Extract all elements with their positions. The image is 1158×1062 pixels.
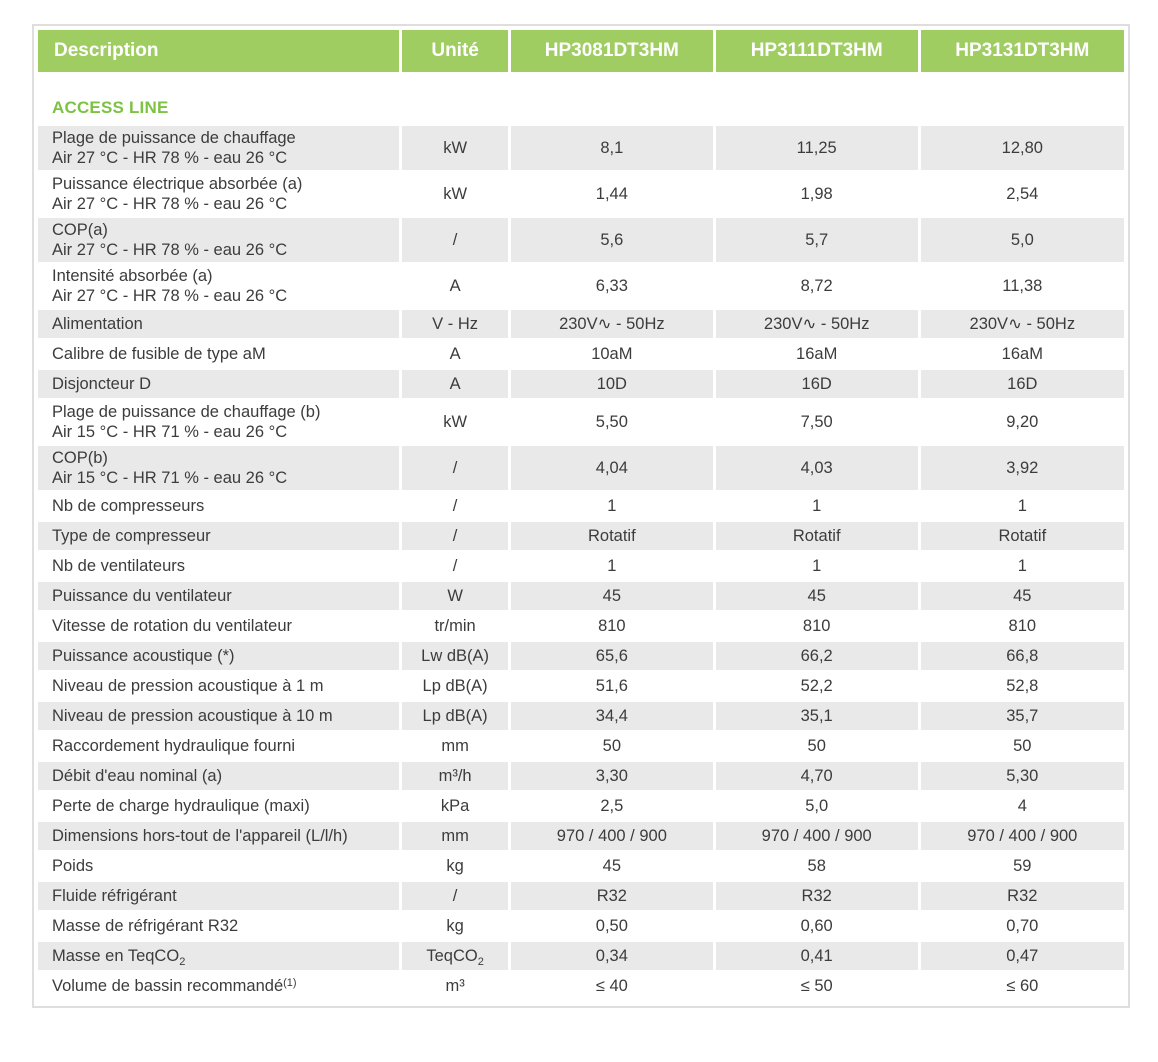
row-label: Plage de puissance de chauffage [52, 129, 296, 147]
table-row [38, 339, 1124, 369]
row-unit: A [401, 263, 510, 309]
row-value: 35,1 [714, 701, 919, 731]
row-label: Raccordement hydraulique fourni [52, 737, 296, 755]
row-value: 230V∿ - 50Hz [509, 309, 714, 339]
row-unit: kPa [401, 791, 510, 821]
row-value: 16D [714, 369, 919, 399]
table-row [38, 731, 1124, 761]
row-value: ≤ 60 [919, 971, 1124, 1001]
row-value: 50 [714, 731, 919, 761]
table-row [38, 821, 1124, 851]
row-label: Nb de compresseurs [52, 497, 205, 515]
row-description [38, 881, 401, 911]
row-value: Rotatif [919, 521, 1124, 551]
row-value: 16D [919, 369, 1124, 399]
table-row [38, 491, 1124, 521]
table-row [38, 881, 1124, 911]
row-value: 45 [509, 851, 714, 881]
row-value: 5,30 [919, 761, 1124, 791]
row-label: Puissance acoustique (*) [52, 647, 235, 665]
row-label: Débit d'eau nominal (a) [52, 767, 223, 785]
row-unit: kg [401, 911, 510, 941]
table-row [38, 761, 1124, 791]
spec-sheet-card [32, 24, 1130, 1008]
header-row [38, 30, 1124, 72]
row-value: 970 / 400 / 900 [509, 821, 714, 851]
table-row [38, 126, 1124, 171]
row-value: R32 [919, 881, 1124, 911]
row-unit: / [401, 217, 510, 263]
row-value: 4,04 [509, 445, 714, 491]
row-value: 1,98 [714, 171, 919, 217]
row-value: 1 [919, 551, 1124, 581]
row-label-subscript: 2 [179, 956, 186, 968]
row-value: 50 [509, 731, 714, 761]
row-description [38, 821, 401, 851]
row-value: 10D [509, 369, 714, 399]
row-label: Nb de ventilateurs [52, 557, 185, 575]
row-description [38, 701, 401, 731]
row-description [38, 445, 401, 491]
row-unit: TeqCO$_2$ [401, 941, 510, 971]
row-description [38, 171, 401, 217]
row-value: 810 [919, 611, 1124, 641]
row-value: 0,70 [919, 911, 1124, 941]
row-description [38, 731, 401, 761]
column-header-model-1: HP3081DT3HM [509, 30, 714, 72]
row-description [38, 641, 401, 671]
row-value: 0,60 [714, 911, 919, 941]
table-row [38, 911, 1124, 941]
table-row [38, 521, 1124, 551]
row-value: 810 [714, 611, 919, 641]
table-row [38, 941, 1124, 971]
row-value: 6,33 [509, 263, 714, 309]
row-value: 3,92 [919, 445, 1124, 491]
row-unit: m³/h [401, 761, 510, 791]
row-description [38, 399, 401, 445]
row-value: 1 [714, 551, 919, 581]
row-value: 2,5 [509, 791, 714, 821]
row-description [38, 217, 401, 263]
row-value: 970 / 400 / 900 [714, 821, 919, 851]
row-description [38, 791, 401, 821]
row-unit: kW [401, 171, 510, 217]
row-value: 51,6 [509, 671, 714, 701]
row-unit: kW [401, 126, 510, 171]
row-value: 0,47 [919, 941, 1124, 971]
column-header-model-3: HP3131DT3HM [919, 30, 1124, 72]
row-value: 1,44 [509, 171, 714, 217]
table-row [38, 309, 1124, 339]
section-title: ACCESS LINE [52, 98, 169, 117]
row-unit: m³ [401, 971, 510, 1001]
row-unit: W [401, 581, 510, 611]
row-description [38, 339, 401, 369]
table-row [38, 671, 1124, 701]
row-value: 52,2 [714, 671, 919, 701]
section-cell [38, 72, 1124, 126]
row-condition: Air 15 °C - HR 71 % - eau 26 °C [52, 469, 288, 487]
table-row [38, 641, 1124, 671]
row-value: 59 [919, 851, 1124, 881]
row-value: 3,30 [509, 761, 714, 791]
row-condition: Air 27 °C - HR 78 % - eau 26 °C [52, 287, 288, 305]
row-description [38, 521, 401, 551]
row-description [38, 126, 401, 171]
row-label: Calibre de fusible de type aM [52, 345, 266, 363]
row-unit: kg [401, 851, 510, 881]
row-value: 45 [714, 581, 919, 611]
row-value: 1 [919, 491, 1124, 521]
table-row [38, 551, 1124, 581]
row-condition: Air 27 °C - HR 78 % - eau 26 °C [52, 241, 288, 259]
row-unit: / [401, 521, 510, 551]
table-row [38, 399, 1124, 445]
row-label: Plage de puissance de chauffage (b) [52, 403, 321, 421]
row-unit: tr/min [401, 611, 510, 641]
row-unit: / [401, 491, 510, 521]
row-value: 11,38 [919, 263, 1124, 309]
row-value: ≤ 50 [714, 971, 919, 1001]
row-description [38, 263, 401, 309]
row-value: 5,7 [714, 217, 919, 263]
table-row [38, 263, 1124, 309]
row-label: Volume de bassin recommandé$^{(1)}$ [52, 977, 297, 995]
table-row [38, 791, 1124, 821]
row-value: 8,72 [714, 263, 919, 309]
row-label: Alimentation [52, 315, 143, 333]
row-condition: Air 27 °C - HR 78 % - eau 26 °C [52, 195, 288, 213]
row-description [38, 309, 401, 339]
row-unit: V - Hz [401, 309, 510, 339]
row-description [38, 611, 401, 641]
row-value: 4,03 [714, 445, 919, 491]
row-label: COP(b) [52, 449, 108, 467]
row-unit: mm [401, 731, 510, 761]
row-unit: / [401, 881, 510, 911]
row-description [38, 491, 401, 521]
row-label: Niveau de pression acoustique à 10 m [52, 707, 333, 725]
row-value: 65,6 [509, 641, 714, 671]
row-value: 45 [509, 581, 714, 611]
spec-table-body [38, 72, 1124, 1001]
row-value: 5,0 [919, 217, 1124, 263]
row-label: Fluide réfrigérant [52, 887, 177, 905]
row-label-superscript: (1) [283, 977, 297, 989]
row-unit: kW [401, 399, 510, 445]
row-value: 66,2 [714, 641, 919, 671]
row-condition: Air 15 °C - HR 71 % - eau 26 °C [52, 423, 288, 441]
row-condition: Air 27 °C - HR 78 % - eau 26 °C [52, 149, 288, 167]
row-value: 34,4 [509, 701, 714, 731]
column-header-model-2: HP3111DT3HM [714, 30, 919, 72]
table-row [38, 369, 1124, 399]
row-description [38, 941, 401, 971]
row-value: 5,50 [509, 399, 714, 445]
row-value: 52,8 [919, 671, 1124, 701]
row-label: Intensité absorbée (a) [52, 267, 213, 285]
row-value: 1 [509, 551, 714, 581]
row-description [38, 369, 401, 399]
table-row [38, 701, 1124, 731]
row-label: Dimensions hors-tout de l'appareil (L/l/h) [52, 827, 348, 845]
spec-table [38, 30, 1124, 1002]
table-row [38, 851, 1124, 881]
row-value: 9,20 [919, 399, 1124, 445]
row-label: Poids [52, 857, 94, 875]
row-value: 0,50 [509, 911, 714, 941]
row-unit: mm [401, 821, 510, 851]
row-unit: A [401, 369, 510, 399]
row-value: 16aM [714, 339, 919, 369]
row-value: Rotatif [714, 521, 919, 551]
row-label: Masse de réfrigérant R32 [52, 917, 239, 935]
table-row [38, 971, 1124, 1001]
row-value: 1 [714, 491, 919, 521]
column-header-unit: Unité [401, 30, 510, 72]
row-value: R32 [509, 881, 714, 911]
row-value: 7,50 [714, 399, 919, 445]
row-value: 0,41 [714, 941, 919, 971]
column-header-description: Description [38, 30, 401, 72]
row-value: 11,25 [714, 126, 919, 171]
row-description [38, 761, 401, 791]
row-value: 12,80 [919, 126, 1124, 171]
row-value: 66,8 [919, 641, 1124, 671]
row-value: 4 [919, 791, 1124, 821]
table-row [38, 171, 1124, 217]
row-value: 4,70 [714, 761, 919, 791]
row-label: Vitesse de rotation du ventilateur [52, 617, 293, 635]
row-value: 58 [714, 851, 919, 881]
row-value: 970 / 400 / 900 [919, 821, 1124, 851]
spec-table-header [38, 30, 1124, 72]
row-label: Niveau de pression acoustique à 1 m [52, 677, 324, 695]
row-value: 5,6 [509, 217, 714, 263]
row-value: Rotatif [509, 521, 714, 551]
row-description [38, 671, 401, 701]
table-row [38, 217, 1124, 263]
row-value: 230V∿ - 50Hz [714, 309, 919, 339]
row-unit: / [401, 551, 510, 581]
row-label: Puissance électrique absorbée (a) [52, 175, 303, 193]
row-description [38, 851, 401, 881]
row-label: Puissance du ventilateur [52, 587, 232, 605]
row-value: 16aM [919, 339, 1124, 369]
row-value: 1 [509, 491, 714, 521]
row-description [38, 911, 401, 941]
row-value: 810 [509, 611, 714, 641]
row-description [38, 581, 401, 611]
row-value: 5,0 [714, 791, 919, 821]
row-label: COP(a) [52, 221, 108, 239]
table-row [38, 611, 1124, 641]
row-label: Perte de charge hydraulique (maxi) [52, 797, 310, 815]
row-description [38, 971, 401, 1001]
row-description [38, 551, 401, 581]
row-value: 230V∿ - 50Hz [919, 309, 1124, 339]
row-unit-subscript: 2 [477, 956, 484, 968]
row-label: Disjoncteur D [52, 375, 152, 393]
section-row [38, 72, 1124, 126]
row-value: R32 [714, 881, 919, 911]
row-value: 45 [919, 581, 1124, 611]
row-value: 2,54 [919, 171, 1124, 217]
table-row [38, 581, 1124, 611]
row-unit: Lw dB(A) [401, 641, 510, 671]
row-value: 0,34 [509, 941, 714, 971]
row-unit: Lp dB(A) [401, 671, 510, 701]
row-unit: A [401, 339, 510, 369]
row-value: 10aM [509, 339, 714, 369]
row-unit: / [401, 445, 510, 491]
row-label: Type de compresseur [52, 527, 211, 545]
row-unit: Lp dB(A) [401, 701, 510, 731]
row-value: 35,7 [919, 701, 1124, 731]
row-value: ≤ 40 [509, 971, 714, 1001]
row-label: Masse en TeqCO$_2$ [52, 947, 186, 968]
row-value: 8,1 [509, 126, 714, 171]
table-row [38, 445, 1124, 491]
row-value: 50 [919, 731, 1124, 761]
